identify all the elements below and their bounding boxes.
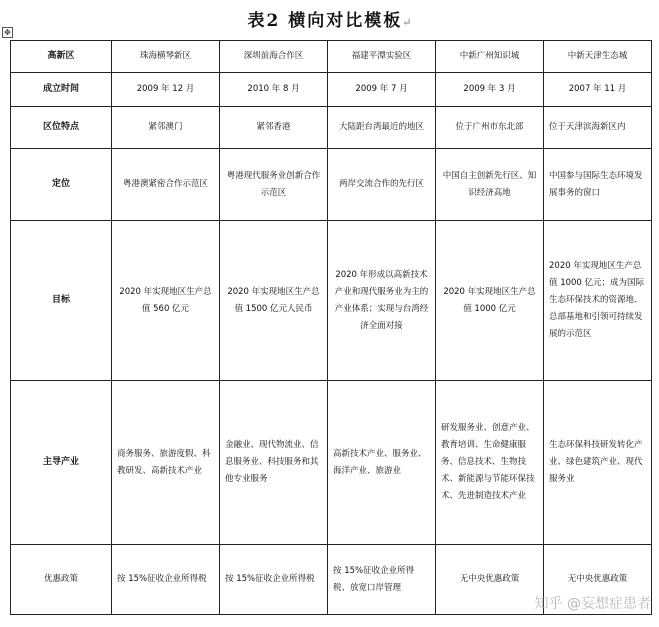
table-cell: 2020 年实现地区生产总值 1000 亿元；成为国际生态环保技术的资源地、总部基地和引领可持续发展的示范区	[544, 221, 652, 381]
table-cell: 粤港现代服务业创新合作示范区	[220, 149, 328, 221]
table-cell: 2020 年实现地区生产总值 560 亿元	[112, 221, 220, 381]
table-cell: 2009 年 7 月	[328, 73, 436, 107]
table-cell: 大陆距台湾最近的地区	[328, 107, 436, 149]
table-cell: 金融业、现代物流业、信息服务业、科技服务和其他专业服务	[220, 381, 328, 545]
table-cell: 2020 年实现地区生产总值 1500 亿元人民币	[220, 221, 328, 381]
header-label-cell: 高新区	[11, 41, 112, 73]
table-cell: 按 15%征收企业所得税、放宽口岸管理	[328, 545, 436, 615]
table-row	[11, 221, 652, 381]
table-cell: 2020 年形成以高新技术产业和现代服务业为主的产业体系；实现与台湾经济全面对接	[328, 221, 436, 381]
header-zone-cell: 中新广州知识城	[436, 41, 544, 73]
table-cell: 研发服务业、创意产业、教育培训、生命健康服务、信息技术、生物技术、新能源与节能环保技术、先进制造技术产业	[436, 381, 544, 545]
row-label-cell: 主导产业	[11, 381, 112, 545]
table-row	[11, 107, 652, 149]
table-cell: 2009 年 3 月	[436, 73, 544, 107]
table-title	[0, 6, 659, 31]
watermark: 知乎 @妄想症患者	[534, 596, 651, 612]
table-cell: 按 15%征收企业所得税	[112, 545, 220, 615]
table-row	[11, 73, 652, 107]
table-header-row	[11, 41, 652, 73]
table-cell: 位于广州市东北部	[436, 107, 544, 149]
table-cell: 中国参与国际生态环境发展事务的窗口	[544, 149, 652, 221]
table-title-text: 表2 横向对比模板	[247, 11, 403, 31]
table-row	[11, 381, 652, 545]
table-row	[11, 149, 652, 221]
table-cell: 紧邻香港	[220, 107, 328, 149]
row-label-cell: 成立时间	[11, 73, 112, 107]
paragraph-mark: ↵	[402, 16, 412, 29]
table-cell: 两岸交流合作的先行区	[328, 149, 436, 221]
header-zone-cell: 珠海横琴新区	[112, 41, 220, 73]
header-zone-cell: 福建平潭实验区	[328, 41, 436, 73]
table-cell: 粤港澳紧密合作示范区	[112, 149, 220, 221]
header-zone-cell: 中新天津生态城	[544, 41, 652, 73]
table-cell: 按 15%征收企业所得税	[220, 545, 328, 615]
table-cell: 无中央优惠政策	[544, 545, 652, 615]
table-cell: 2010 年 8 月	[220, 73, 328, 107]
table-move-handle-icon[interactable]: ✥	[2, 27, 13, 38]
row-label-cell: 目标	[11, 221, 112, 381]
row-label-cell: 定位	[11, 149, 112, 221]
comparison-table	[10, 40, 652, 615]
table-cell: 紧邻澳门	[112, 107, 220, 149]
table-cell: 高新技术产业、服务业、海洋产业、旅游业	[328, 381, 436, 545]
table-cell: 2020 年实现地区生产总值 1000 亿元	[436, 221, 544, 381]
table-cell: 2009 年 12 月	[112, 73, 220, 107]
table-cell: 中国自主创新先行区、知识经济高地	[436, 149, 544, 221]
table-cell: 无中央优惠政策	[436, 545, 544, 615]
header-zone-cell: 深圳前海合作区	[220, 41, 328, 73]
table-cell: 商务服务、旅游度假、科教研发、高新技术产业	[112, 381, 220, 545]
row-label-cell: 优惠政策	[11, 545, 112, 615]
row-label-cell: 区位特点	[11, 107, 112, 149]
table-cell: 位于天津滨海新区内	[544, 107, 652, 149]
table-cell: 生态环保科技研发转化产业、绿色建筑产业、现代服务业	[544, 381, 652, 545]
table-cell: 2007 年 11 月	[544, 73, 652, 107]
